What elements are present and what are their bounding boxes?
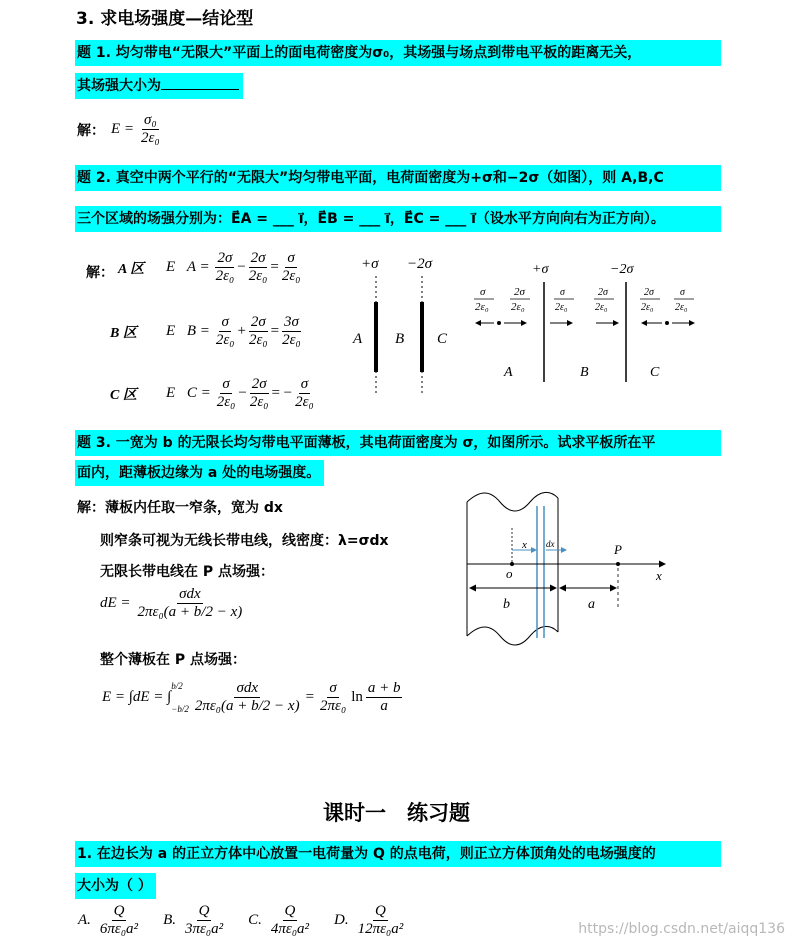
zone-a-row: A 区 E⃗A = $\frac{2\sigma}{\text{2ε₀}}$ − $\frac{2\sigma}{\text{2ε₀}}$ = $\frac{\sigma}{\text{2ε₀}}$	[118, 250, 301, 284]
q1-solution: 解： E = $\frac{\text{σ₀}}{\text{2ε₀}}$	[77, 112, 160, 146]
svg-text:B: B	[580, 365, 589, 380]
q3-line1: 题 3. 一宽为 b 的无限长均匀带电平面薄板，其电荷面密度为 σ，如图所示。试求平板所在平	[75, 430, 721, 456]
q1-line2: 其场强大小为	[75, 73, 243, 99]
zone-c-row: C 区 E⃗C = $\frac{\sigma}{\text{2ε₀}}$ − $\frac{2\sigma}{\text{2ε₀}}$ = − $\frac{\sigma}{\text{2ε₀}}$	[110, 376, 314, 410]
ex1-options	[78, 903, 406, 938]
svg-text:x: x	[522, 539, 527, 551]
lesson-title: 课时一 练习题	[323, 801, 470, 825]
q2-solution-label: 解：	[86, 265, 114, 281]
svg-text:b: b	[503, 597, 510, 612]
svg-text:2ε₀: 2ε₀	[595, 302, 608, 313]
svg-text:o: o	[506, 566, 513, 581]
option-a[interactable]: A. $\frac{Q}{\text{6πε₀a²}}$	[78, 903, 139, 937]
q3-sol2: 则窄条可视为无线长带电线，线密度：λ=σdx	[100, 533, 389, 549]
svg-text:−2σ: −2σ	[610, 262, 634, 277]
svg-text:2σ: 2σ	[514, 286, 525, 298]
section-title: 3. 求电场强度—结论型	[76, 9, 254, 29]
svg-text:2ε₀: 2ε₀	[511, 301, 525, 313]
ex1-line1: 1. 在边长为 a 的正立方体中心放置一电荷量为 Q 的点电荷，则正立方体顶角处的电场强度的	[75, 841, 721, 867]
ex1-line2: 大小为（ ）	[75, 873, 156, 899]
svg-text:C: C	[650, 365, 660, 380]
svg-text:2ε₀: 2ε₀	[675, 302, 688, 313]
option-b[interactable]: B. $\frac{Q}{\text{3πε₀a²}}$	[163, 903, 224, 937]
watermark: https://blog.csdn.net/aiqq136	[578, 921, 785, 937]
svg-text:P: P	[614, 542, 622, 557]
option-c[interactable]: C. $\frac{Q}{\text{4πε₀a²}}$	[248, 903, 310, 937]
fig1-plus-label: +σ	[361, 256, 379, 272]
svg-text:+σ: +σ	[532, 262, 549, 277]
svg-text:2ε₀: 2ε₀	[641, 302, 654, 313]
option-d[interactable]: D. $\frac{Q}{\text{12πε₀a²}}$	[334, 903, 404, 937]
svg-text:B: B	[395, 331, 405, 347]
svg-text:2ε₀: 2ε₀	[555, 302, 568, 313]
q3-sol1: 解：薄板内任取一窄条，宽为 dx	[77, 500, 283, 516]
svg-text:2σ: 2σ	[644, 287, 654, 298]
q1-line1: 题 1. 均匀带电“无限大”平面上的面电荷密度为σ₀，其场强与场点到带电平板的距离无关，	[75, 40, 721, 66]
q3-de-equation: dE = $\frac{\text{σdx}}{\text{2πε₀(a + b/2 − x)}}$	[100, 586, 243, 620]
svg-text:2ε₀: 2ε₀	[475, 301, 489, 313]
q2-line2: 三个区域的场强分别为：E⃗A = ___ i⃗，E⃗B = ___ i⃗，E⃗C = ___ i⃗（设水平方向向右为正方向）。	[75, 206, 721, 232]
fig1-minus-label: −2σ	[407, 256, 433, 272]
q2-figure-fields	[466, 256, 706, 386]
q3-sol3: 无限长带电线在 P 点场强：	[100, 564, 275, 580]
svg-text:a: a	[588, 597, 595, 612]
svg-text:C: C	[437, 331, 448, 347]
q3-line2: 面内，距薄板边缘为 a 处的电场强度。	[75, 460, 324, 486]
svg-text:σ: σ	[680, 287, 685, 298]
q1-fraction: $\frac{\text{σ₀}}{\text{2ε₀}}$	[141, 112, 160, 146]
svg-text:σ: σ	[560, 287, 565, 298]
svg-text:A: A	[504, 365, 513, 380]
svg-text:x: x	[656, 568, 662, 583]
svg-text:2σ: 2σ	[598, 287, 608, 298]
q2-line1: 题 2. 真空中两个平行的“无限大”均匀带电平面，电荷面密度为+σ和−2σ（如图），则 A,B,C	[75, 165, 721, 191]
q3-figure-strip	[460, 488, 675, 650]
svg-text:dx: dx	[546, 539, 555, 549]
svg-text:σ: σ	[480, 286, 486, 298]
q3-e-equation: E = ∫dE = ∫ b/2 −b/2 $\frac{\text{σdx}}{\text{2πε₀(a + b/2 − x)}}$ = $\frac{\sigma}{\text{2πε₀}}$ ln $\frac{a + b}{a}$	[102, 680, 401, 714]
zone-b-row: B 区 E⃗B = $\frac{\sigma}{\text{2ε₀}}$ + $\frac{2\sigma}{\text{2ε₀}}$ = $\frac{3\sigma}{\text{2ε₀}}$	[110, 314, 301, 348]
q3-sol4: 整个薄板在 P 点场强：	[100, 652, 247, 668]
q2-figure-planes	[345, 250, 455, 400]
svg-text:A: A	[353, 331, 363, 347]
